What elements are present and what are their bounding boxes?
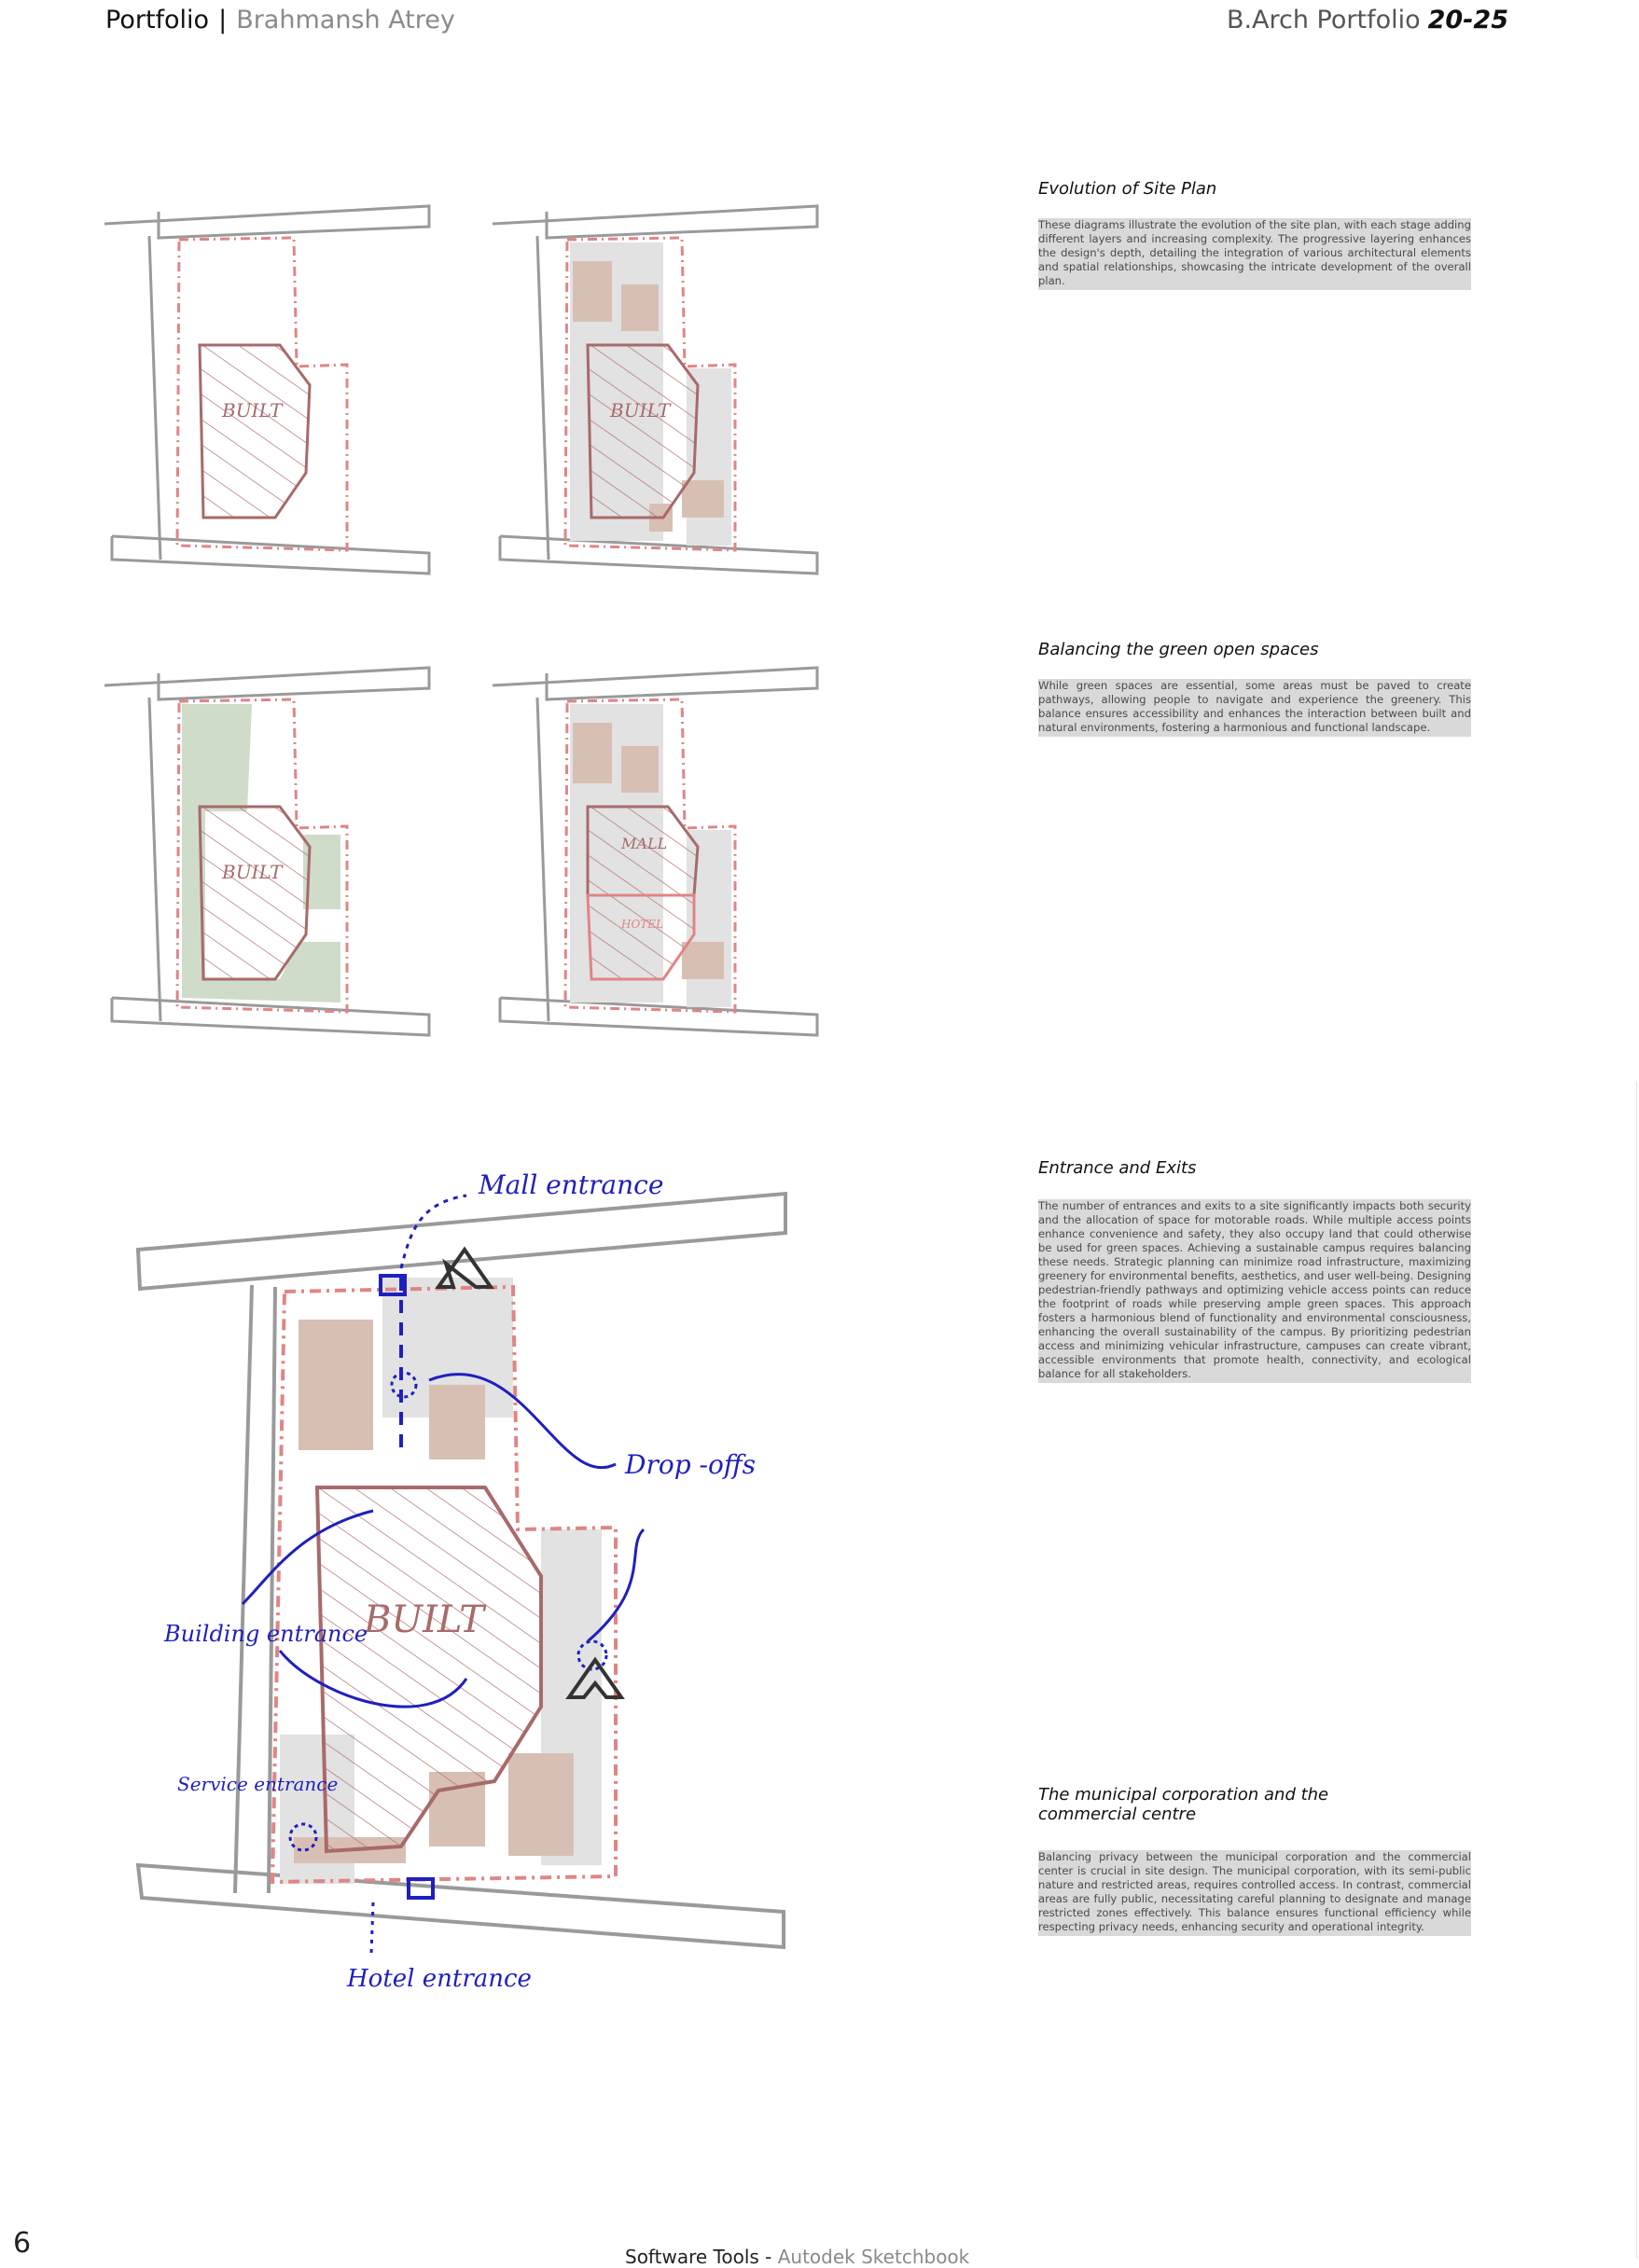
hotel-label: HOTEL [621,918,664,931]
footer [625,2246,969,2268]
section-2-title: Balancing the green open spaces [1038,640,1319,659]
right-divider [1636,1082,1637,2259]
section-2-body: While green spaces are essential, some areas must be paved to create pathways, allowing people to navigate and experience the greenery. This balance ensures accessibility and enhances the interaction between built and natural environments, fostering a harmonious and functional landscape. [1038,679,1471,737]
mall-entrance-label: Mall entrance [479,1169,664,1200]
footer-label: Software Tools - [625,2246,778,2268]
section-1-title: Evolution of Site Plan [1038,179,1217,199]
site-plan-stage-2-sketch [491,201,826,583]
portfolio-title: B.Arch Portfolio [1226,6,1421,35]
footer-tool: Autodek Sketchbook [777,2246,970,2268]
portfolio-years: 20-25 [1427,6,1508,35]
page-number: 6 [13,2227,32,2260]
portfolio-label: Portfolio [105,6,210,35]
header-right [1227,6,1508,35]
built-label-2: BUILT [610,399,671,422]
section-3-title: Entrance and Exits [1038,1158,1197,1178]
building-entrance-label: Building entrance [164,1621,368,1647]
built-label-1: BUILT [222,399,283,422]
site-plan-stage-1-sketch [103,201,438,583]
header-separator: | [218,6,228,35]
built-label-3: BUILT [222,861,283,883]
author-name: Brahmansh Atrey [236,6,455,35]
header-left [105,6,455,35]
section-1-body: These diagrams illustrate the evolution of the site plan, with each stage adding different layers and increasing complexity. The progressive layering enhances the design's depth, detailing the integration of various architectural elements and spatial relationships, showcasing the intricate development of the overall plan. [1038,218,1471,290]
mall-label: MALL [621,835,668,852]
service-entrance-label: Service entrance [177,1773,339,1795]
section-4-title: The municipal corporation and the commercial centre [1038,1785,1329,1824]
drop-offs-label: Drop -offs [625,1449,757,1480]
green-spaces-sketch [103,662,438,1044]
built-label-main: BUILT [364,1598,484,1641]
hotel-entrance-label: Hotel entrance [347,1965,532,1993]
section-3-body: The number of entrances and exits to a site significantly impacts both security and the allocation of space for motorable roads. While multiple access points enhance convenience and safety, they also occupy land that could otherwise be used for green spaces. Achieving a sustainable campus requires balancing these needs. Strategic planning can minimize road infrastructure, maximizing greenery for environmental benefits, aesthetics, and user well-being. Designing pedestrian-friendly pathways and optimizing vehicle access points can reduce the footprint of roads while preserving ample green spaces. This approach fosters a harmonious blend of functionality and environmental consciousness, enhancing the overall sustainability of the campus. By prioritizing pedestrian access and minimizing vehicular infrastructure, campuses can create vibrant, accessible environments that promote health, connectivity, and ecological balance for all stakeholders. [1038,1199,1471,1383]
entrance-exits-sketch [131,1156,802,2014]
section-4-body: Balancing privacy between the municipal corporation and the commercial center is crucial in site design. The municipal corporation, with its semi-public nature and restricted areas, requires controlled access. In contrast, commercial areas are fully public, necessitating careful planning to designate and manage restricted zones effectively. This balance ensures functional efficiency while respecting privacy needs, enhancing security and operational integrity. [1038,1850,1471,1936]
mall-hotel-sketch [491,662,826,1044]
